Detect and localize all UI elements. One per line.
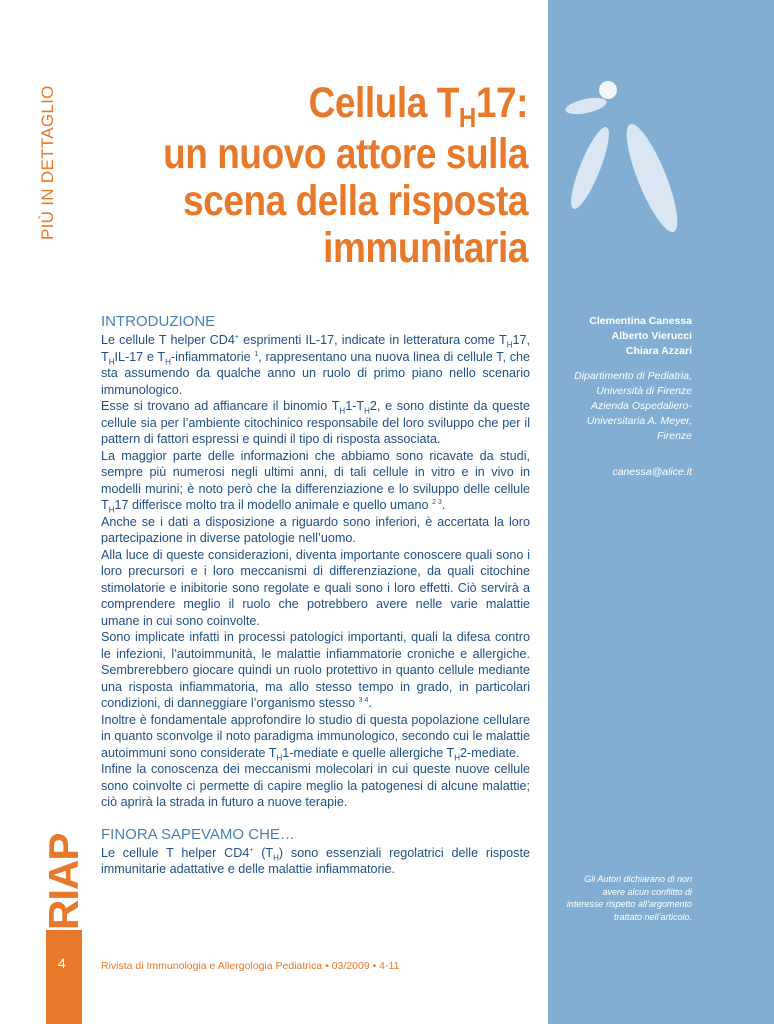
- page-number: 4: [58, 955, 66, 971]
- author-name: Alberto Vierucci: [611, 330, 692, 342]
- riap-accent-bar: [46, 930, 82, 1024]
- author-affiliation: Dipartimento di Pediatria, Università di Firenze Azienda Ospedaliero- Universitaria A. Meyer, Firenze: [574, 370, 692, 442]
- paragraph: Sono implicate infatti in processi patologici importanti, quali la difesa contro le infezioni, l’autoimmunità, le malattie infiammatorie croniche e allergiche. Sembrerebbero giocare quindi un ruolo protettivo in quanto cellule mediante una risposta infiammatoria, ma allo stesso tempo in grado, in particolari condizioni, di danneggiare l’organismo stesso $^{3 4}$.: [101, 630, 530, 710]
- author-name: Chiara Azzari: [625, 345, 692, 357]
- author-name: Clementina Canessa: [589, 315, 692, 327]
- paragraph: Inoltre è fondamentale approfondire lo studio di questa popolazione cellulare in quanto sconvolge il noto paradigma immunologico, secondo cui le malattie autoimmuni sono considerate $T_H1$-mediate e quelle allergiche $T_H2$-mediate.: [101, 712, 530, 763]
- article-title: Cellula $T_H17$: un nuovo attore sulla scena della risposta immunitaria: [163, 79, 528, 272]
- article-body: [101, 312, 530, 878]
- intro-heading: INTRODUZIONE: [101, 313, 216, 330]
- journal-logo-icon: [560, 78, 700, 238]
- author-email[interactable]: canessa@alice.it: [612, 466, 692, 478]
- journal-footer: Rivista di Immunologia e Allergologia Pediatrica • 03/2009 • 4-11: [101, 960, 400, 972]
- conflict-disclaimer: Gli Autori dichiarano di non avere alcun conflitto di interesse rispetto all’argomento trattato nell’articolo.: [566, 874, 692, 922]
- paragraph: Le cellule T helper CD4+ $(T_H)$ sono essenziali regolatrici delle risposte immunitarie adattative e delle malattie infiammatorie.: [101, 845, 530, 876]
- paragraph: Esse si trovano ad affiancare il binomio $T_H1-T_H2$, e sono distinte da queste cellule sia per l’ambiente citochinico responsabile del loro sviluppo che per il pattern di fattori espressi e quindi il tipo di risposta associata.: [101, 399, 530, 446]
- paragraph: Alla luce di queste considerazioni, diventa importante conoscere quali sono i loro precursori e i loro meccanismi di differenziazione, da quali citochine stimolatorie e inibitorie sono regolate e quali sono i loro effetti. Ciò servirà a comprendere meglio il ruolo che potrebbero avere nelle varie malattie umane in cui sono coinvolte.: [101, 547, 530, 628]
- sapevamo-heading: FINORA SAPEVAMO CHE…: [101, 825, 295, 843]
- author-block: [556, 314, 692, 478]
- paragraph: Infine la conoscenza dei meccanismi molecolari in cui queste nuove cellule sono coinvolte ci permette di capire meglio la patogenesi di alcune malattie; ciò aprirà la strada in futuro a nuove terapie.: [101, 762, 530, 809]
- paragraph: La maggior parte delle informazioni che abbiamo sono ricavate da studi, sempre più numerosi negli ultimi anni, di tali cellule in vitro e in vivo in modelli murini; è noto però che la differenziazione e lo sviluppo delle cellule $T_H17$ differisce molto tra il modello animale e quello umano $^{2 3}$.: [101, 448, 530, 515]
- paragraph: Anche se i dati a disposizione a riguardo sono inferiori, è accertata la loro partecipazione in diverse patologie nell’uomo.: [101, 514, 530, 545]
- paragraph: Le cellule T helper CD4+ esprimenti IL-17, indicate in letteratura come $T_H17$, $T_HIL-17$ e $T_H$-infiammatorie $^1$, rappresentano una nuova linea di cellule T, che sta assumendo da qualche anno un ruolo di primo piano nello scenario immunologico.: [101, 333, 530, 397]
- section-tag: PIÙ IN DETTAGLIO: [38, 85, 57, 240]
- riap-logo: RIAP: [40, 833, 87, 930]
